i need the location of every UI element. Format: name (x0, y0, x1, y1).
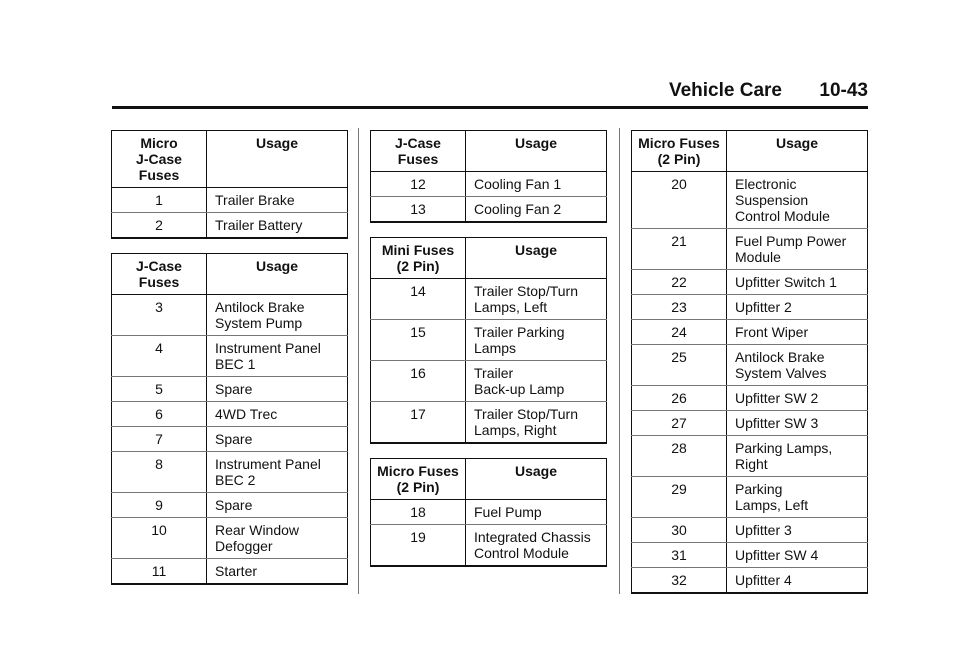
fuse-usage: Upfitter SW 3 (727, 411, 868, 436)
fuse-usage: Upfitter 4 (727, 568, 868, 594)
table-row (632, 320, 868, 345)
table-row (371, 320, 607, 361)
column-divider (358, 128, 359, 594)
fuse-usage: Integrated Chassis Control Module (466, 525, 607, 567)
table-row (632, 295, 868, 320)
fuse-number: 10 (112, 518, 207, 559)
fuse-usage: Parking Lamps, Left (727, 477, 868, 518)
fuse-usage: Trailer Parking Lamps (466, 320, 607, 361)
fuse-number: 9 (112, 493, 207, 518)
fuse-number: 21 (632, 229, 727, 270)
fuse-usage: Instrument Panel BEC 2 (207, 452, 348, 493)
table-row (112, 295, 348, 336)
fuse-number: 1 (112, 188, 207, 213)
table-row (632, 386, 868, 411)
table-header-row (632, 131, 868, 172)
fuse-number: 29 (632, 477, 727, 518)
table-row (632, 477, 868, 518)
fuse-number: 24 (632, 320, 727, 345)
fuse-number: 28 (632, 436, 727, 477)
fuse-table (111, 130, 348, 239)
fuse-usage: Upfitter SW 4 (727, 543, 868, 568)
column-divider (619, 128, 620, 594)
table-row (112, 452, 348, 493)
fuse-number: 17 (371, 402, 466, 444)
table-header-row (371, 238, 607, 279)
fuse-usage: Trailer Battery (207, 213, 348, 239)
fuse-usage: Parking Lamps, Right (727, 436, 868, 477)
usage-column-header: Usage (466, 238, 607, 279)
page-number: 10-43 (819, 80, 868, 101)
usage-column-header: Usage (466, 459, 607, 500)
table-row (112, 402, 348, 427)
page-header (112, 80, 868, 109)
table-row (371, 279, 607, 320)
usage-column-header: Usage (207, 254, 348, 295)
table-row (632, 518, 868, 543)
table-row (112, 518, 348, 559)
fuse-usage: Instrument Panel BEC 1 (207, 336, 348, 377)
fuse-number: 11 (112, 559, 207, 585)
fuse-usage: Upfitter 2 (727, 295, 868, 320)
fuse-usage: Fuel Pump Power Module (727, 229, 868, 270)
fuse-usage: Upfitter 3 (727, 518, 868, 543)
fuse-number: 6 (112, 402, 207, 427)
fuse-usage: Cooling Fan 2 (466, 197, 607, 223)
table-row (371, 402, 607, 444)
fuse-table (370, 130, 607, 223)
fuse-number: 20 (632, 172, 727, 229)
usage-column-header: Usage (727, 131, 868, 172)
table-row (632, 229, 868, 270)
fuse-number: 31 (632, 543, 727, 568)
fuse-column-header: Micro Fuses (2 Pin) (632, 131, 727, 172)
fuse-usage: Trailer Stop/Turn Lamps, Right (466, 402, 607, 444)
usage-column-header: Usage (207, 131, 348, 188)
fuse-usage: Antilock Brake System Pump (207, 295, 348, 336)
column-right (631, 130, 868, 608)
fuse-usage: Trailer Back-up Lamp (466, 361, 607, 402)
fuse-usage: Front Wiper (727, 320, 868, 345)
table-row (371, 500, 607, 525)
fuse-usage: Starter (207, 559, 348, 585)
fuse-column-header: Micro Fuses (2 Pin) (371, 459, 466, 500)
fuse-number: 25 (632, 345, 727, 386)
table-row (632, 270, 868, 295)
fuse-number: 2 (112, 213, 207, 239)
fuse-number: 18 (371, 500, 466, 525)
table-row (632, 345, 868, 386)
fuse-number: 23 (632, 295, 727, 320)
table-row (632, 568, 868, 594)
table-row (112, 427, 348, 452)
fuse-table (631, 130, 868, 594)
section-title: Vehicle Care (668, 80, 782, 101)
fuse-usage: Upfitter SW 2 (727, 386, 868, 411)
fuse-table (370, 458, 607, 567)
fuse-number: 7 (112, 427, 207, 452)
fuse-usage: Antilock Brake System Valves (727, 345, 868, 386)
fuse-table (111, 253, 348, 585)
table-row (112, 188, 348, 213)
fuse-number: 13 (371, 197, 466, 223)
fuse-number: 30 (632, 518, 727, 543)
table-row (112, 493, 348, 518)
fuse-number: 16 (371, 361, 466, 402)
table-header-row (371, 131, 607, 172)
table-row (371, 197, 607, 223)
table-row (112, 377, 348, 402)
table-row (112, 336, 348, 377)
table-row (632, 543, 868, 568)
fuse-usage: 4WD Trec (207, 402, 348, 427)
table-row (112, 559, 348, 585)
fuse-number: 4 (112, 336, 207, 377)
table-header-row (112, 131, 348, 188)
table-row (371, 525, 607, 567)
table-row (371, 361, 607, 402)
fuse-usage: Spare (207, 493, 348, 518)
table-row (112, 213, 348, 239)
fuse-number: 5 (112, 377, 207, 402)
fuse-column-header: J-Case Fuses (112, 254, 207, 295)
usage-column-header: Usage (466, 131, 607, 172)
fuse-usage: Spare (207, 377, 348, 402)
fuse-usage: Electronic Suspension Control Module (727, 172, 868, 229)
fuse-usage: Cooling Fan 1 (466, 172, 607, 197)
fuse-usage: Upfitter Switch 1 (727, 270, 868, 295)
column-left (111, 130, 348, 599)
fuse-number: 19 (371, 525, 466, 567)
fuse-usage: Trailer Brake (207, 188, 348, 213)
table-row (632, 411, 868, 436)
fuse-number: 27 (632, 411, 727, 436)
table-header-row (112, 254, 348, 295)
fuse-number: 3 (112, 295, 207, 336)
table-row (371, 172, 607, 197)
table-row (632, 436, 868, 477)
fuse-number: 26 (632, 386, 727, 411)
fuse-number: 12 (371, 172, 466, 197)
fuse-usage: Fuel Pump (466, 500, 607, 525)
fuse-table (370, 237, 607, 444)
fuse-column-header: Micro J-Case Fuses (112, 131, 207, 188)
fuse-column-header: Mini Fuses (2 Pin) (371, 238, 466, 279)
column-middle (370, 130, 607, 581)
fuse-number: 15 (371, 320, 466, 361)
fuse-usage: Rear Window Defogger (207, 518, 348, 559)
table-row (632, 172, 868, 229)
fuse-usage: Spare (207, 427, 348, 452)
fuse-column-header: J-Case Fuses (371, 131, 466, 172)
table-header-row (371, 459, 607, 500)
fuse-number: 22 (632, 270, 727, 295)
fuse-usage: Trailer Stop/Turn Lamps, Left (466, 279, 607, 320)
fuse-number: 32 (632, 568, 727, 594)
fuse-number: 14 (371, 279, 466, 320)
fuse-number: 8 (112, 452, 207, 493)
